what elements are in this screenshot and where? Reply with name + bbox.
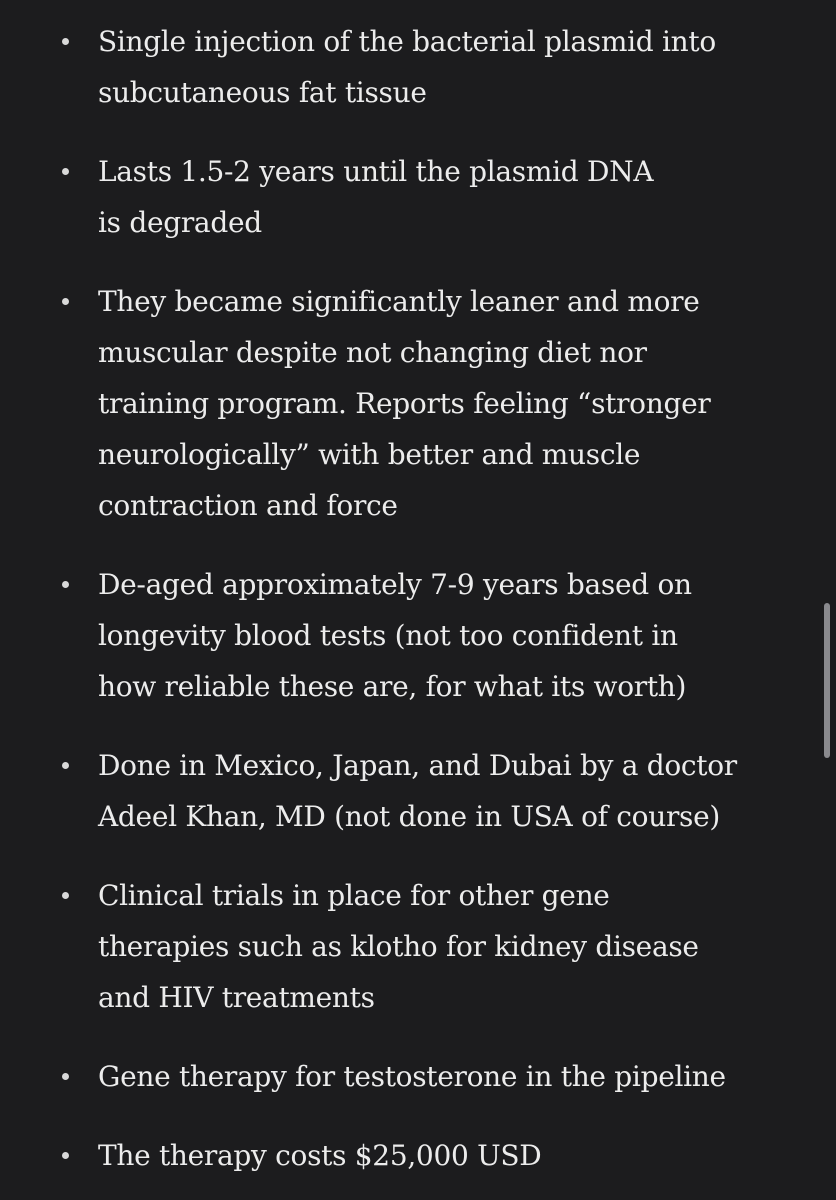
list-item xyxy=(0,1051,836,1102)
list-item xyxy=(0,559,836,712)
bullet-icon xyxy=(62,1073,69,1080)
list-item-text: Done in Mexico, Japan, and Dubai by a doctor Adeel Khan, MD (not done in USA of course) xyxy=(98,749,737,833)
bullet-icon xyxy=(62,1152,69,1159)
list-item xyxy=(0,146,836,248)
bullet-icon xyxy=(62,581,69,588)
list-item xyxy=(0,740,836,842)
list-item-text: They became significantly leaner and more muscular despite not changing diet nor training program. Reports feeling “stronger neurologically” with better and muscle contraction and force xyxy=(98,285,711,522)
bullet-list xyxy=(0,16,836,1200)
list-item-text: The therapy costs $25,000 USD xyxy=(98,1139,542,1172)
list-item xyxy=(0,870,836,1023)
list-item xyxy=(0,16,836,118)
list-item xyxy=(0,1130,836,1181)
bullet-icon xyxy=(62,762,69,769)
list-item-text: Lasts 1.5-2 years until the plasmid DNA is degraded xyxy=(98,155,654,239)
list-item xyxy=(0,276,836,531)
list-item-text: De-aged approximately 7-9 years based on longevity blood tests (not too confident in how reliable these are, for what its worth) xyxy=(98,568,692,703)
list-item-text: Gene therapy for testosterone in the pipeline xyxy=(98,1060,726,1093)
bullet-icon xyxy=(62,38,69,45)
vertical-scrollbar[interactable] xyxy=(824,603,830,758)
bullet-icon xyxy=(62,892,69,899)
list-item-text: Single injection of the bacterial plasmid into subcutaneous fat tissue xyxy=(98,25,716,109)
bullet-icon xyxy=(62,168,69,175)
list-item-text: Clinical trials in place for other gene therapies such as klotho for kidney disease and HIV treatments xyxy=(98,879,699,1014)
bullet-icon xyxy=(62,298,69,305)
